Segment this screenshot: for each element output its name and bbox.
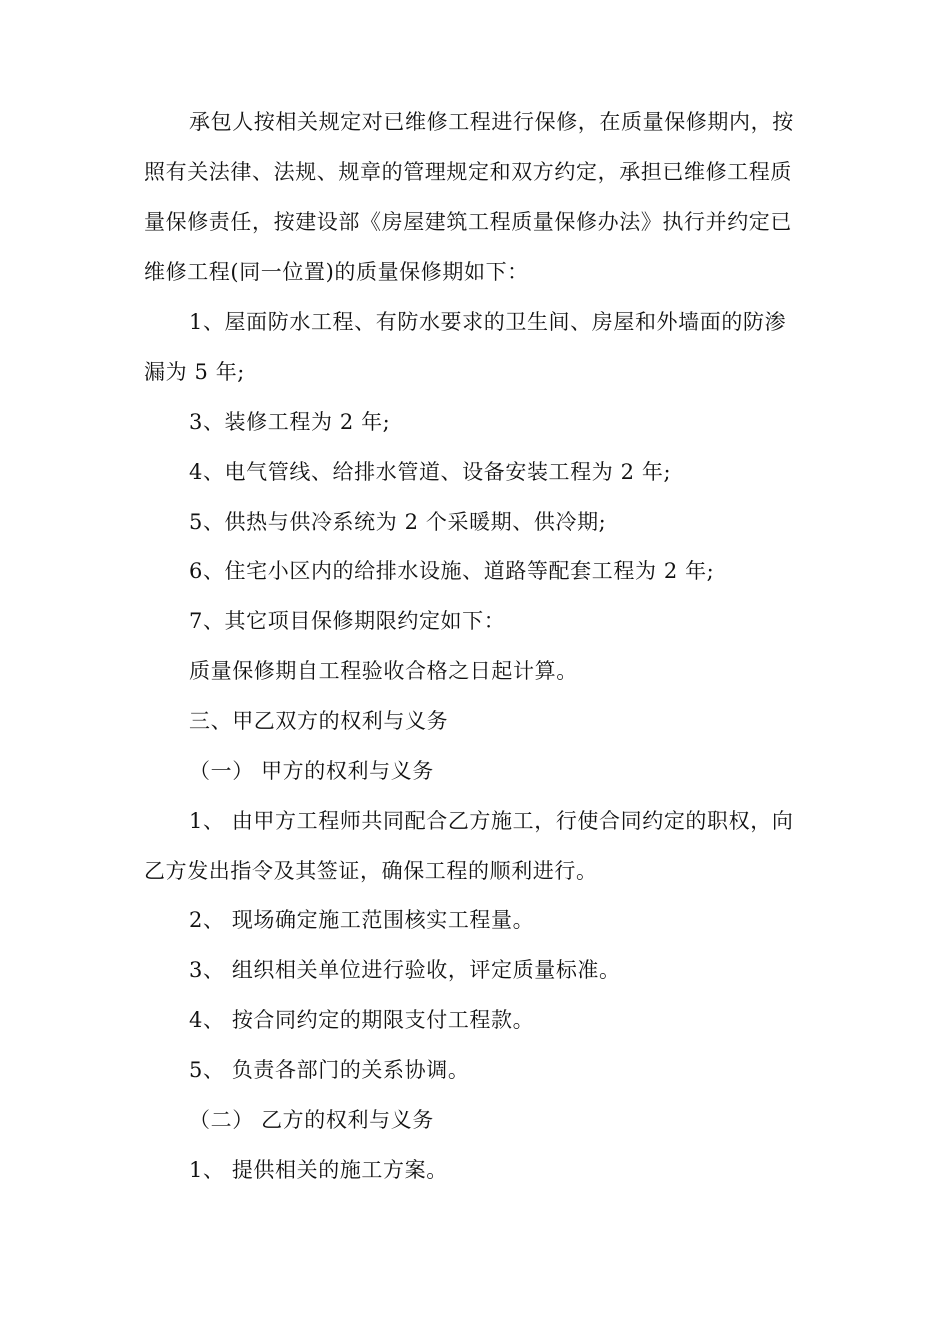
list-item-6: 6、住宅小区内的给排水设施、道路等配套工程为 2 年; bbox=[189, 559, 715, 583]
list-item-4: 4、电气管线、给排水管道、设备安装工程为 2 年; bbox=[189, 460, 672, 484]
party-a-item-3: 3、 组织相关单位进行验收，评定质量标准。 bbox=[189, 958, 621, 982]
paragraph-warranty-line-1: 承包人按相关规定对已维修工程进行保修，在质量保修期内，按 bbox=[189, 110, 794, 134]
paragraph-warranty-line-2: 照有关法律、法规、规章的管理规定和双方约定，承担已维修工程质 bbox=[144, 160, 792, 184]
list-item-7: 7、其它项目保修期限约定如下： bbox=[189, 609, 506, 633]
party-a-item-5: 5、 负责各部门的关系协调。 bbox=[189, 1058, 470, 1082]
warranty-start-note: 质量保修期自工程验收合格之日起计算。 bbox=[189, 659, 578, 683]
party-a-item-4: 4、 按合同约定的期限支付工程款。 bbox=[189, 1008, 535, 1032]
paragraph-warranty-line-4: 维修工程(同一位置)的质量保修期如下： bbox=[144, 260, 529, 284]
subsection-heading-party-b: （二） 乙方的权利与义务 bbox=[189, 1108, 434, 1132]
list-item-5: 5、供热与供冷系统为 2 个采暖期、供冷期; bbox=[189, 510, 607, 534]
party-b-item-1: 1、 提供相关的施工方案。 bbox=[189, 1158, 448, 1182]
party-a-item-2: 2、 现场确定施工范围核实工程量。 bbox=[189, 908, 535, 932]
list-item-1-line-1: 1、屋面防水工程、有防水要求的卫生间、房屋和外墙面的防渗 bbox=[189, 310, 787, 334]
list-item-1-line-2: 漏为 5 年; bbox=[144, 360, 245, 384]
section-heading-rights: 三、甲乙双方的权利与义务 bbox=[189, 709, 449, 733]
list-item-3: 3、装修工程为 2 年; bbox=[189, 410, 391, 434]
paragraph-warranty-line-3: 量保修责任，按建设部《房屋建筑工程质量保修办法》执行并约定已 bbox=[144, 210, 792, 234]
subsection-heading-party-a: （一） 甲方的权利与义务 bbox=[189, 759, 434, 783]
party-a-item-1-line-2: 乙方发出指令及其签证，确保工程的顺利进行。 bbox=[144, 859, 598, 883]
party-a-item-1-line-1: 1、 由甲方工程师共同配合乙方施工，行使合同约定的职权，向 bbox=[189, 809, 794, 833]
